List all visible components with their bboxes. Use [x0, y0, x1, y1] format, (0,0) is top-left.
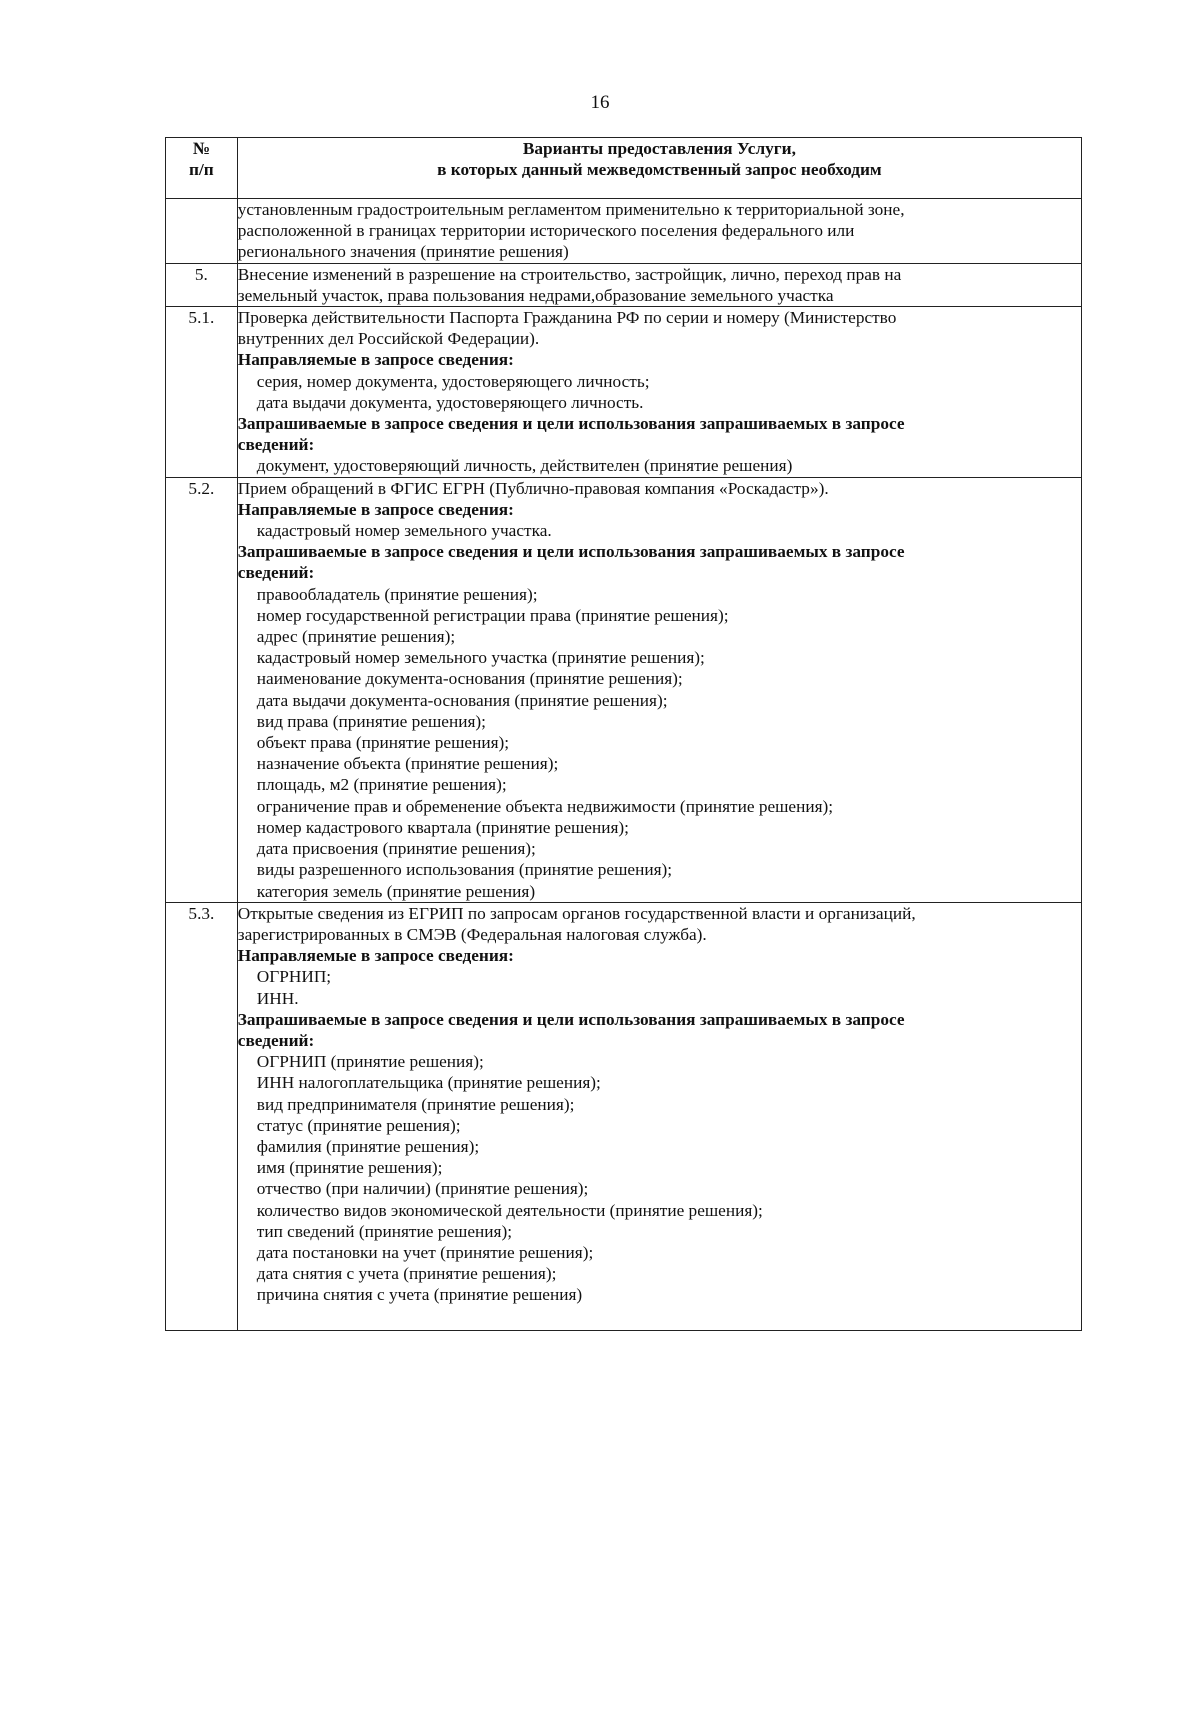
list-item: объект права (принятие решения);: [256, 733, 510, 753]
row-number: 5.2.: [166, 477, 238, 902]
requested-info-heading: сведений:: [237, 435, 315, 455]
list-item: правообладатель (принятие решения);: [256, 584, 538, 604]
number-column-header: [166, 138, 238, 199]
table-row-continuation: [166, 199, 1082, 264]
list-item: ОГРНИП;: [256, 967, 332, 987]
intro-line: внутренних дел Российской Федерации).: [237, 329, 540, 349]
text-line: регионального значения (принятие решения): [237, 242, 569, 262]
list-item: назначение объекта (принятие решения);: [256, 754, 559, 774]
list-item: номер государственной регистрации права (принятие решения);: [256, 605, 729, 625]
row-number: 5.: [166, 263, 238, 306]
list-item: дата присвоения (принятие решения);: [256, 839, 536, 859]
row-number: 5.1.: [166, 307, 238, 478]
list-item: ограничение прав и обременение объекта недвижимости (принятие решения);: [256, 796, 834, 816]
list-item: наименование документа-основания (принятие решения);: [256, 669, 683, 689]
variants-header-line2: в которых данный межведомственный запрос необходим: [437, 160, 882, 180]
variants-column-header: [237, 138, 1081, 199]
table-row-5: [166, 263, 1082, 306]
number-header-line2: п/п: [189, 160, 214, 180]
list-item: серия, номер документа, удостоверяющего личность;: [256, 371, 650, 391]
list-item: дата выдачи документа-основания (принятие решения);: [256, 690, 668, 710]
table-row-5-2: [166, 477, 1082, 902]
requested-info-heading: сведений:: [237, 563, 315, 583]
sent-info-heading: Направляемые в запросе сведения:: [237, 946, 514, 966]
text-line: Внесение изменений в разрешение на строительство, застройщик, лично, переход прав на: [237, 264, 902, 284]
list-item: площадь, м2 (принятие решения);: [256, 775, 507, 795]
requested-info-heading: сведений:: [237, 1030, 315, 1050]
row-content: [237, 477, 1081, 902]
list-item: кадастровый номер земельного участка.: [256, 521, 552, 541]
text-line: расположенной в границах территории исторического поселения федерального или: [237, 221, 855, 241]
requested-info-heading: Запрашиваемые в запросе сведения и цели использования запрашиваемых в запросе: [237, 1009, 905, 1029]
table-row-5-1: [166, 307, 1082, 478]
list-item: виды разрешенного использования (принятие решения);: [256, 860, 673, 880]
list-item: фамилия (принятие решения);: [256, 1136, 480, 1156]
page-number: 16: [590, 92, 610, 113]
intro-line: зарегистрированных в СМЭВ (Федеральная налоговая служба).: [237, 924, 707, 944]
variants-header-line1: Варианты предоставления Услуги,: [522, 139, 796, 158]
row-content: [237, 199, 1081, 264]
list-item: отчество (при наличии) (принятие решения);: [256, 1179, 589, 1199]
requested-info-heading: Запрашиваемые в запросе сведения и цели использования запрашиваемых в запросе: [237, 414, 905, 434]
list-item: дата постановки на учет (принятие решения);: [256, 1242, 594, 1262]
row-content: [237, 263, 1081, 306]
list-item: документ, удостоверяющий личность, действителен (принятие решения): [256, 456, 793, 476]
list-item: номер кадастрового квартала (принятие решения);: [256, 817, 629, 837]
list-item: имя (принятие решения);: [256, 1158, 443, 1178]
sent-info-heading: Направляемые в запросе сведения:: [237, 499, 514, 519]
list-item: ИНН.: [256, 988, 299, 1008]
list-item: тип сведений (принятие решения);: [256, 1221, 513, 1241]
list-item: ИНН налогоплательщика (принятие решения);: [256, 1073, 601, 1093]
list-item: причина снятия с учета (принятие решения): [256, 1285, 583, 1305]
requested-info-heading: Запрашиваемые в запросе сведения и цели использования запрашиваемых в запросе: [237, 542, 905, 562]
sent-info-heading: Направляемые в запросе сведения:: [237, 350, 514, 370]
text-line: земельный участок, права пользования недрами,образование земельного участка: [237, 285, 834, 305]
list-item: количество видов экономической деятельности (принятие решения);: [256, 1200, 763, 1220]
list-item: категория земель (принятие решения): [256, 881, 536, 901]
services-table: [165, 137, 1082, 1331]
row-content: [237, 902, 1081, 1330]
list-item: кадастровый номер земельного участка (принятие решения);: [256, 648, 705, 668]
intro-line: Открытые сведения из ЕГРИП по запросам органов государственной власти и организаций,: [237, 903, 916, 923]
intro-line: Прием обращений в ФГИС ЕГРН (Публично-правовая компания «Роскадастр»).: [237, 478, 829, 498]
list-item: дата выдачи документа, удостоверяющего личность.: [256, 392, 644, 412]
text-line: установленным градостроительным регламентом применительно к территориальной зоне,: [237, 200, 905, 219]
table-row-5-3: [166, 902, 1082, 1330]
list-item: статус (принятие решения);: [256, 1115, 461, 1135]
row-content: [237, 307, 1081, 478]
list-item: адрес (принятие решения);: [256, 627, 456, 647]
list-item: вид предпринимателя (принятие решения);: [256, 1094, 575, 1114]
list-item: ОГРНИП (принятие решения);: [256, 1052, 484, 1072]
row-number-empty: [166, 199, 238, 264]
number-header-line1: №: [192, 139, 211, 158]
list-item: дата снятия с учета (принятие решения);: [256, 1264, 557, 1284]
row-number: 5.3.: [166, 902, 238, 1330]
table-header-row: [166, 138, 1082, 199]
list-item: вид права (принятие решения);: [256, 711, 486, 731]
intro-line: Проверка действительности Паспорта Гражданина РФ по серии и номеру (Министерство: [237, 308, 897, 328]
